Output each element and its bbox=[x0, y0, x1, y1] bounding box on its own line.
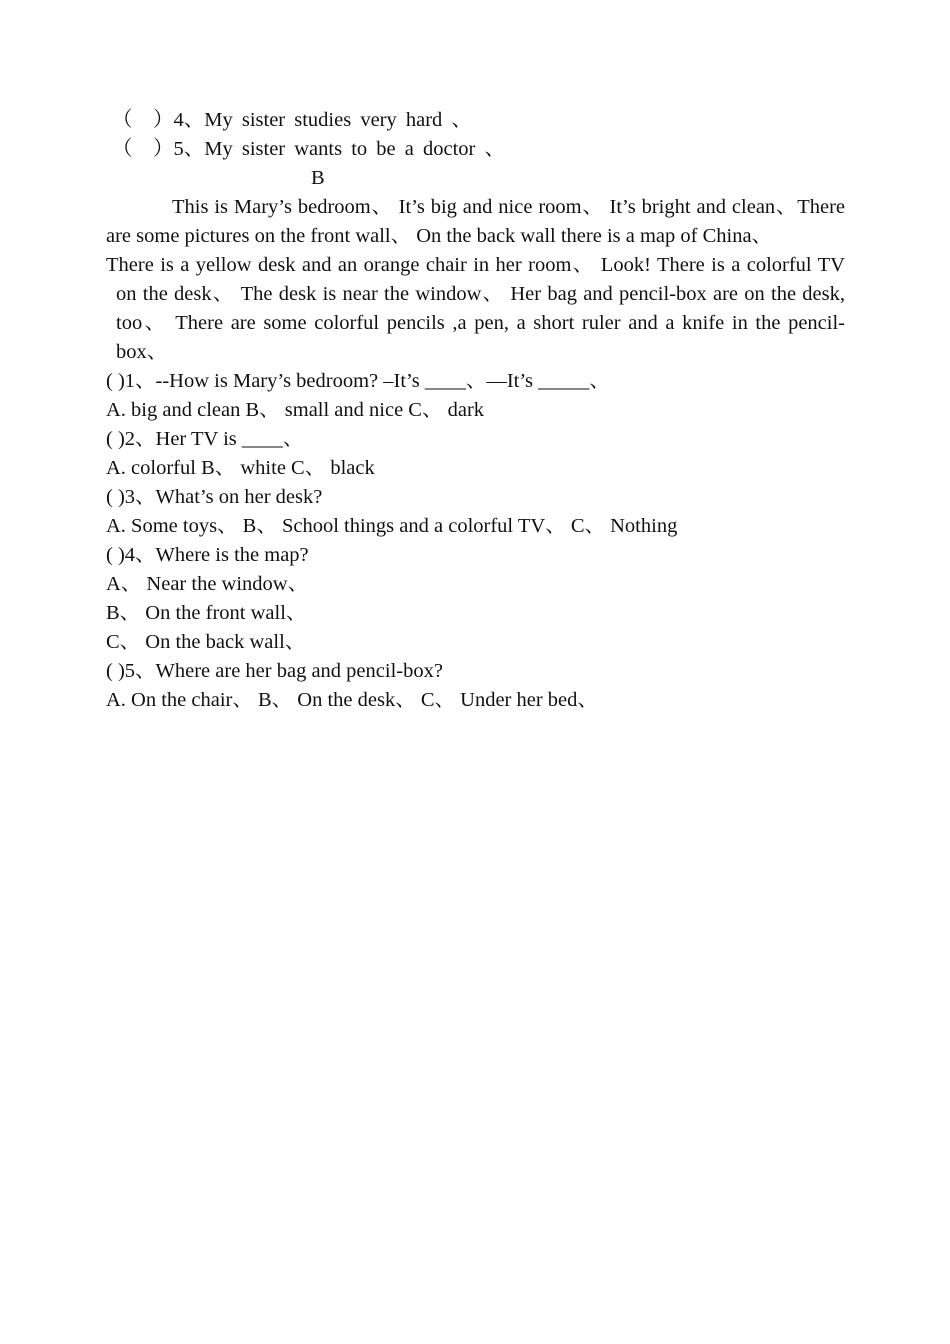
question-3-options: A. Some toys、 B、 School things and a colorful TV、 C、 Nothing bbox=[106, 515, 678, 537]
question-2-stem: ( )2、Her TV is ____、 bbox=[106, 428, 304, 450]
question-1-stem: ( )1、--How is Mary’s bedroom? –It’s ____、—It’s _____、 bbox=[106, 370, 610, 392]
question-5-stem: ( )5、Where are her bag and pencil-box? bbox=[106, 660, 443, 682]
reading-passage-paragraph-1: This is Mary’s bedroom、 It’s big and nice room、 It’s bright and clean、There are some pictures on the front wall、 On the back wall there is a map of China、 bbox=[106, 196, 845, 247]
true-false-item-4: （ ）4、My sister studies very hard 、 bbox=[112, 109, 472, 131]
question-5-options: A. On the chair、 B、 On the desk、 C、 Under her bed、 bbox=[106, 689, 598, 711]
worksheet-page bbox=[106, 106, 845, 715]
question-4-option-a: A、 Near the window、 bbox=[106, 573, 309, 595]
question-3-stem: ( )3、What’s on her desk? bbox=[106, 486, 323, 508]
question-4-stem: ( )4、Where is the map? bbox=[106, 544, 309, 566]
question-4-option-c: C、 On the back wall、 bbox=[106, 631, 306, 653]
section-b-heading: B bbox=[311, 167, 325, 189]
question-4-option-b: B、 On the front wall、 bbox=[106, 602, 307, 624]
reading-passage-paragraph-2: There is a yellow desk and an orange chair in her room、 Look! There is a colorful TV on the desk、 The desk is near the window、 Her bag and pencil-box are on the desk, too、 There are some colorful pencils ,a pen, a short ruler and a knife in the pencil-box、 bbox=[106, 254, 845, 363]
question-2-options: A. colorful B、 white C、 black bbox=[106, 457, 375, 479]
true-false-item-5: （ ）5、My sister wants to be a doctor 、 bbox=[112, 138, 505, 160]
question-1-options: A. big and clean B、 small and nice C、 dark bbox=[106, 399, 485, 421]
